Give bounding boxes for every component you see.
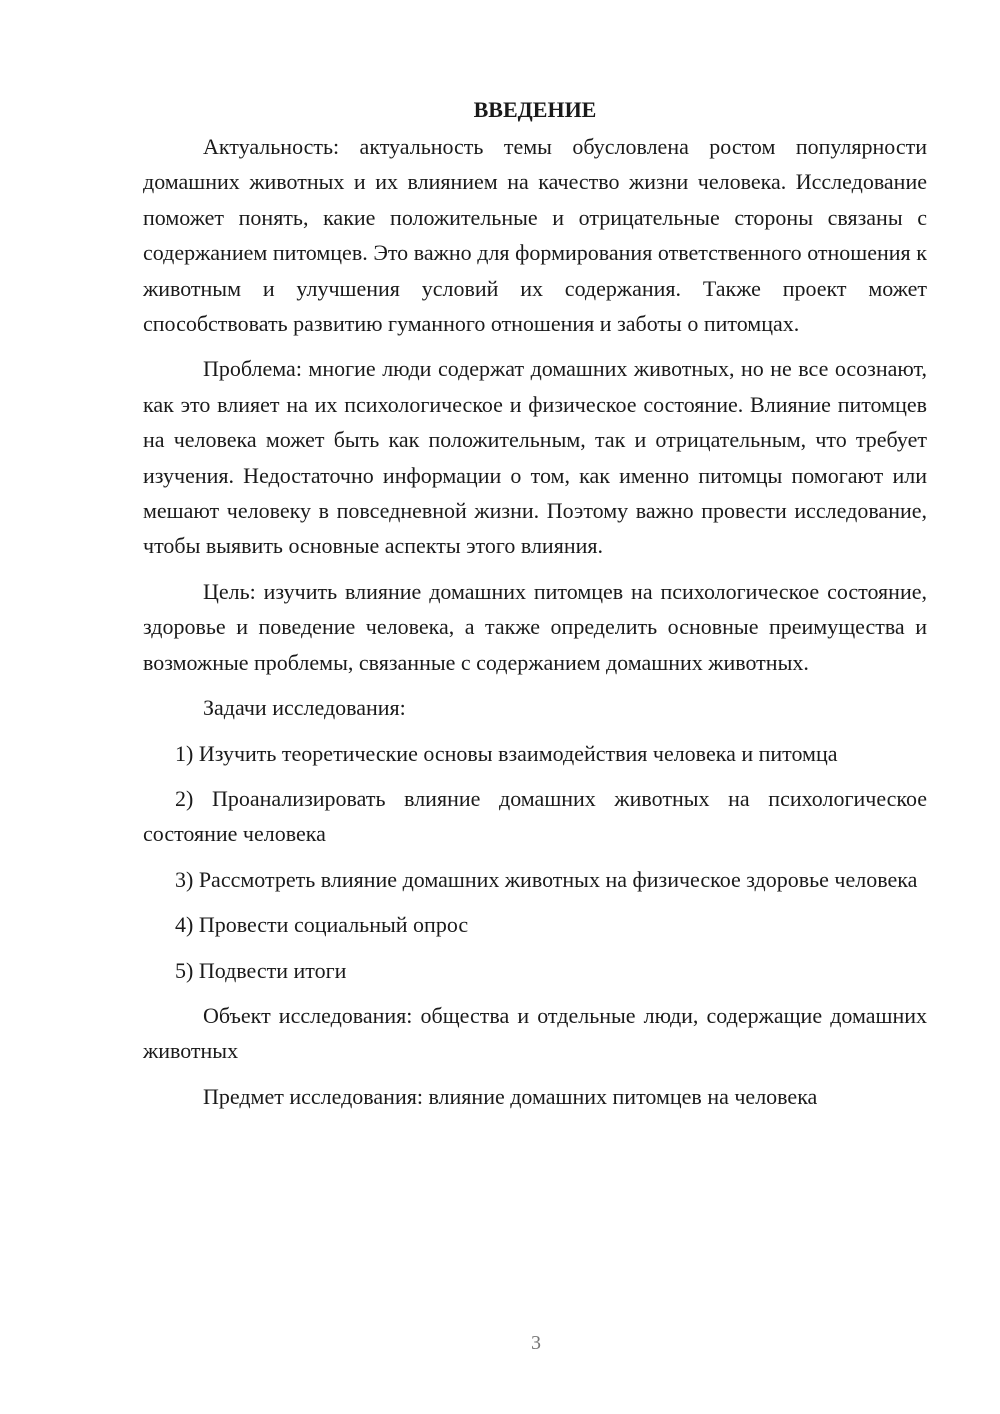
task-item-3: 3) Рассмотреть влияние домашних животных на физическое здоровье человека [175, 866, 918, 892]
task-item-5: 5) Подвести итоги [175, 957, 347, 983]
page-number: 3 [531, 1332, 541, 1354]
paragraph-subject: Предмет исследования: влияние домашних питомцев на человека [203, 1083, 818, 1109]
paragraph-problem: Проблема: многие люди содержат домашних животных, но не все осознают, как это влияет на их психологическое и физическое состояние. Влияние питомцев на человека может быть как положительным, так и отрицательным, что требует изучения. Недостаточно информации о том, как именно питомцы помогают или мешают человеку в повседневной жизни. Поэтому важно провести исследование, чтобы выявить основные аспекты этого влияния. [143, 356, 927, 559]
page-heading: ВВЕДЕНИЕ [473, 97, 597, 122]
task-item-2: 2) Проанализировать влияние домашних животных на психологическое состояние человека [143, 785, 927, 847]
paragraph-goal: Цель: изучить влияние домашних питомцев на психологическое состояние, здоровье и поведение человека, а также определить основные преимущества и возможные проблемы, связанные с содержанием домашних животных. [143, 578, 927, 675]
task-item-4: 4) Провести социальный опрос [175, 912, 469, 938]
tasks-title: Задачи исследования: [203, 695, 406, 721]
page-content [143, 92, 927, 1124]
paragraph-object: Объект исследования: общества и отдельные люди, содержащие домашних животных [143, 1002, 927, 1064]
task-item-1: 1) Изучить теоретические основы взаимодействия человека и питомца [175, 740, 838, 766]
paragraph-relevance: Актуальность: актуальность темы обусловлена ростом популярности домашних животных и их влиянием на качество жизни человека. Исследование поможет понять, какие положительные и отрицательные стороны связаны с содержанием питомцев. Это важно для формирования ответственного отношения к животным и улучшения условий их содержания. Также проект может способствовать развитию гуманного отношения и заботы о питомцах. [143, 134, 927, 337]
